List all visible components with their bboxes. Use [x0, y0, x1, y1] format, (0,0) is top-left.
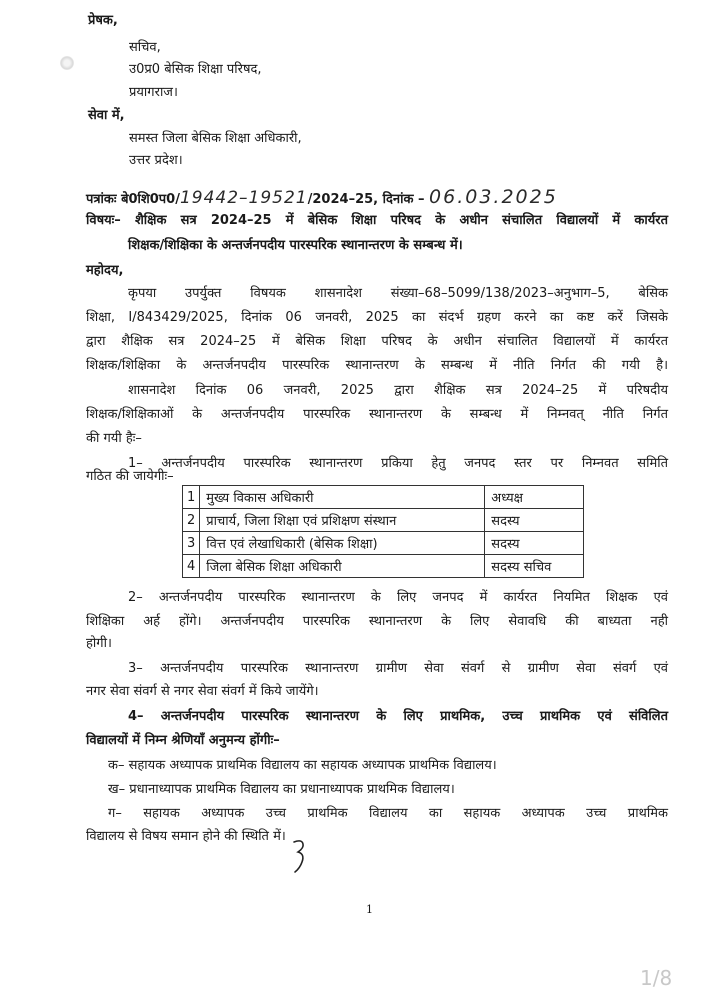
member-role: सदस्य सचिव	[485, 555, 584, 578]
row-number: 3	[183, 532, 200, 555]
sender-line: प्रयागराज।	[129, 85, 178, 100]
recipient-label: सेवा में,	[88, 108, 125, 123]
para2-line: शासनादेश दिनांक 06 जनवरी, 2025 द्वारा शैक्षिक सत्र 2024–25 में परिषदीय	[128, 383, 668, 398]
page-counter: 1/8	[640, 966, 673, 990]
member-designation: प्राचार्य, जिला शिक्षा एवं प्रशिक्षण संस्थान	[200, 509, 485, 532]
point2-line: 2– अन्तर्जनपदीय पारस्परिक स्थानान्तरण के लिए जनपद में कार्यरत नियमित शिक्षक एवं	[128, 590, 668, 605]
para2-line: की गयी हैः–	[86, 431, 142, 446]
reference-date-handwritten: 06.03.2025	[429, 186, 558, 208]
table-row	[183, 532, 584, 555]
sender-label: प्रेषक,	[88, 13, 118, 28]
table-row	[183, 486, 584, 509]
para1-line: शिक्षक/शिक्षिका के अन्तर्जनपदीय पारस्परिक स्थानान्तरण के सम्बन्ध में नीति निर्गत की गयी है।	[86, 358, 668, 373]
member-role: सदस्य	[485, 509, 584, 532]
sender-line: उ0प्र0 बेसिक शिक्षा परिषद,	[129, 62, 262, 77]
reference-number-handwritten: 19442–19521	[179, 188, 308, 208]
reference-prefix: पत्रांकः बे0शि0प0/	[86, 192, 180, 207]
subject-line-2: शिक्षक/शिक्षिका के अन्तर्जनपदीय पारस्परिक स्थानान्तरण के सम्बन्ध में।	[128, 238, 463, 253]
member-designation: मुख्य विकास अधिकारी	[200, 486, 485, 509]
point4-line: विद्यालयों में निम्न श्रेणियाँ अनुमन्य होंगीः–	[86, 733, 280, 748]
salutation: महोदय,	[86, 263, 124, 278]
member-role: सदस्य	[485, 532, 584, 555]
recipient-line: उत्तर प्रदेश।	[129, 153, 183, 168]
row-number: 1	[183, 486, 200, 509]
row-number: 4	[183, 555, 200, 578]
point3-line: नगर सेवा संवर्ग से नगर सेवा संवर्ग में किये जायेंगे।	[86, 684, 319, 699]
point1-line: 1– अन्तर्जनपदीय पारस्परिक स्थानान्तरण प्रकिया हेतु जनपद स्तर पर निम्नवत समिति	[128, 456, 668, 471]
reference-suffix: /2024–25, दिनांक –	[307, 192, 425, 207]
point2-line: होगी।	[86, 636, 112, 651]
para2-line: शिक्षक/शिक्षिकाओं के अन्तर्जनपदीय पारस्परिक स्थानान्तरण के सम्बन्ध में निम्नवत् नीति निर्गत	[86, 407, 668, 422]
page-number: 1	[366, 903, 373, 916]
committee-table	[182, 485, 584, 578]
subject-line-1: विषयः– शैक्षिक सत्र 2024–25 में बेसिक शिक्षा परिषद के अधीन संचालित विद्यालयों में कार्यरत	[86, 213, 668, 228]
category-item: ग– सहायक अध्यापक उच्च प्राथमिक विद्यालय का सहायक अध्यापक उच्च प्राथमिक	[108, 806, 668, 821]
category-item: ख– प्रधानाध्यापक प्राथमिक विद्यालय का प्रधानाध्यापक प्राथमिक विद्यालय।	[108, 782, 455, 797]
member-designation: वित्त एवं लेखाधिकारी (बेसिक शिक्षा)	[200, 532, 485, 555]
signature-mark	[290, 838, 310, 874]
recipient-line: समस्त जिला बेसिक शिक्षा अधिकारी,	[129, 131, 302, 146]
reference-line	[86, 186, 558, 208]
member-role: अध्यक्ष	[485, 486, 584, 509]
category-item: विद्यालय से विषय समान होने की स्थिति में।	[86, 829, 286, 844]
point1-line: गठित की जायेगीः–	[86, 469, 174, 484]
para1-line: शिक्षा, I/843429/2025, दिनांक 06 जनवरी, 2025 का संदर्भ ग्रहण करने का कष्ट करें जिसके	[86, 310, 668, 325]
sender-line: सचिव,	[129, 40, 161, 55]
table-row	[183, 555, 584, 578]
point3-line: 3– अन्तर्जनपदीय पारस्परिक स्थानान्तरण ग्रामीण सेवा संवर्ग से ग्रामीण सेवा संवर्ग एवं	[128, 661, 668, 676]
para1-line: कृपया उपर्युक्त विषयक शासनादेश संख्या–68–5099/138/2023–अनुभाग–5, बेसिक	[128, 286, 668, 301]
point4-line: 4– अन्तर्जनपदीय पारस्परिक स्थानान्तरण के लिए प्राथमिक, उच्च प्राथमिक एवं संविलित	[128, 709, 668, 724]
table-row	[183, 509, 584, 532]
category-item: क– सहायक अध्यापक प्राथमिक विद्यालय का सहायक अध्यापक प्राथमिक विद्यालय।	[108, 758, 497, 773]
point2-line: शिक्षिका अर्ह होंगे। अन्तर्जनपदीय पारस्परिक स्थानान्तरण के लिए सेवावधि की बाध्यता नही	[86, 614, 668, 629]
scan-smudge	[60, 56, 74, 70]
row-number: 2	[183, 509, 200, 532]
member-designation: जिला बेसिक शिक्षा अधिकारी	[200, 555, 485, 578]
para1-line: द्वारा शैक्षिक सत्र 2024–25 में बेसिक शिक्षा परिषद के अधीन संचालित विद्यालयों में कार्यरत	[86, 334, 668, 349]
